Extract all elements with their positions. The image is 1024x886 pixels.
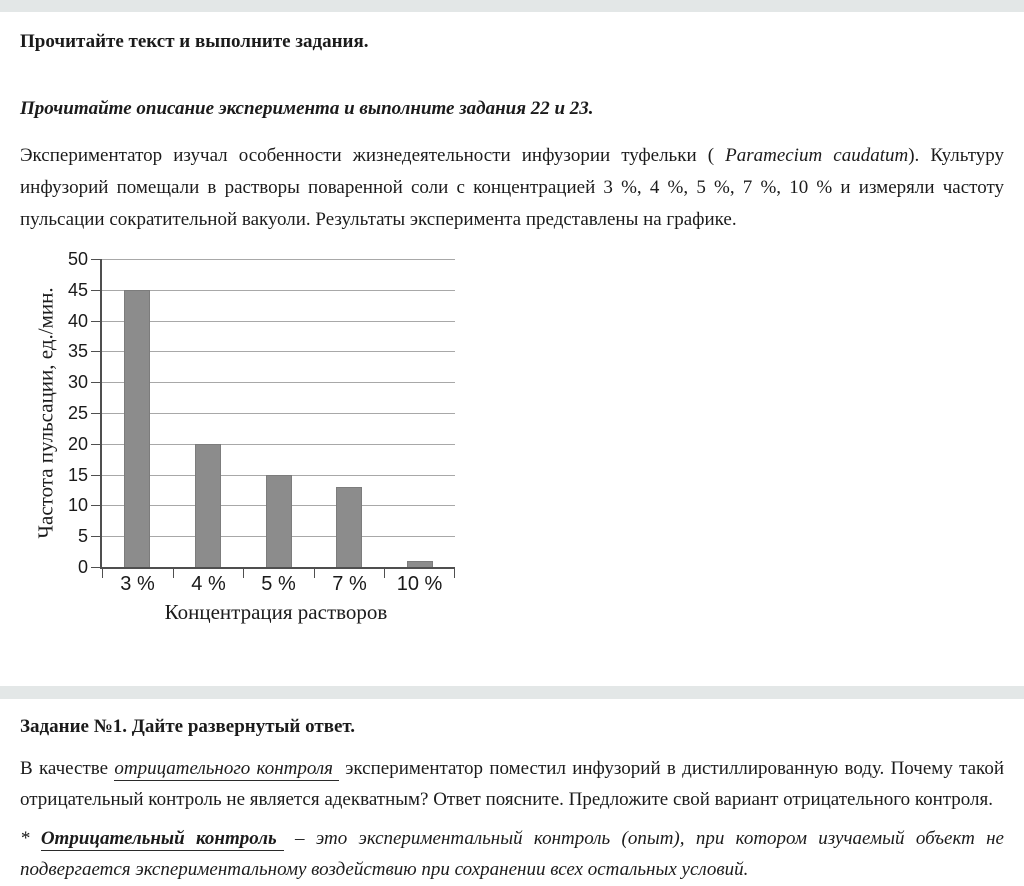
y-axis-tick-label: 0 — [77, 557, 88, 577]
chart-gridline — [102, 413, 455, 414]
y-axis-tick-label: 40 — [67, 311, 88, 331]
task-text — [20, 753, 1004, 815]
section-divider — [0, 686, 1024, 699]
x-axis-tick-label: 4 % — [191, 573, 226, 595]
task-section — [0, 715, 1024, 885]
y-axis-tick-mark — [91, 259, 100, 260]
footnote-term: Отрицательный контроль — [41, 828, 284, 851]
y-axis-tick-label: 25 — [67, 403, 88, 423]
bar-chart — [30, 248, 490, 640]
instruction-heading: Прочитайте текст и выполните задания. — [20, 31, 369, 52]
chart-gridline — [102, 444, 455, 445]
x-axis-title: Концентрация растворов — [164, 600, 388, 624]
task-heading: Задание №1. Дайте развернутый ответ. — [20, 716, 356, 737]
y-axis-tick-label: 5 — [77, 526, 88, 546]
chart-gridline — [102, 259, 455, 260]
y-axis-title: Частота пульсации, ед./мин. — [33, 287, 58, 539]
y-axis-tick-label: 50 — [67, 249, 88, 269]
chart-gridline — [102, 382, 455, 383]
y-axis-tick-mark — [91, 536, 100, 537]
x-axis-tick-label: 7 % — [332, 573, 367, 595]
chart-bar — [266, 475, 292, 567]
experiment-subheading: Прочитайте описание эксперимента и выполните задания 22 и 23. — [20, 98, 594, 119]
y-axis-tick-mark — [91, 567, 100, 568]
chart-bar — [407, 561, 433, 567]
y-axis-tick-mark — [91, 444, 100, 445]
y-axis-tick-label: 20 — [67, 434, 88, 454]
task-text-part1: В качестве — [20, 758, 115, 779]
x-axis-tick-label: 5 % — [261, 573, 296, 595]
y-axis-tick-mark — [91, 475, 100, 476]
chart-bar — [336, 487, 362, 567]
x-axis-tick-label: 3 % — [120, 573, 155, 595]
x-axis-tick-label: 10 % — [396, 573, 443, 595]
chart-gridline — [102, 290, 455, 291]
y-axis-tick-mark — [91, 382, 100, 383]
y-axis-tick-mark — [91, 290, 100, 291]
chart-bar — [124, 290, 150, 567]
y-axis-tick-mark — [91, 413, 100, 414]
experiment-description-part1: Экспериментатор изучал особенности жизнедеятельности инфузории туфельки ( — [20, 145, 726, 166]
y-axis-tick-label: 15 — [67, 465, 88, 485]
y-axis-tick-label: 35 — [67, 341, 88, 361]
negative-control-phrase: отрицательного контроля — [114, 758, 339, 781]
y-axis-tick-mark — [91, 321, 100, 322]
y-axis-tick-label: 30 — [67, 372, 88, 392]
footnote — [20, 823, 1004, 885]
chart-plot — [67, 249, 455, 595]
top-strip — [0, 0, 1024, 12]
y-axis-tick-label: 45 — [67, 280, 88, 300]
chart-gridline — [102, 321, 455, 322]
species-name: Paramecium caudatum — [725, 145, 909, 166]
task-text-part2: экспериментатор поместил инфузорий в дистиллированную воду. Почему такой отрицательный контроль не является адекватным? Ответ поясните. Предложите свой вариант отрицательного контроля. — [20, 758, 1004, 810]
footnote-marker: * — [20, 828, 41, 849]
chart-bar — [195, 444, 221, 567]
y-axis-tick-label: 10 — [67, 495, 88, 515]
y-axis-tick-mark — [91, 505, 100, 506]
experiment-description-part2: ). Культуру инфузорий помещали в растворы поваренной соли с концентрацией 3 %, 4 %, 5 %, 7 %, 10 % и измеряли частоту пульсации сократительной вакуоли. Результаты эксперимента представлены на графике. — [20, 145, 1004, 230]
chart-gridline — [102, 351, 455, 352]
experiment-description — [20, 140, 1004, 236]
y-axis-tick-mark — [91, 351, 100, 352]
footnote-definition: – это экспериментальный контроль (опыт), при котором изучаемый объект не подвергается экспериментальному воздействию при сохранении всех остальных условий. — [20, 828, 1004, 880]
main-section — [0, 30, 1024, 640]
